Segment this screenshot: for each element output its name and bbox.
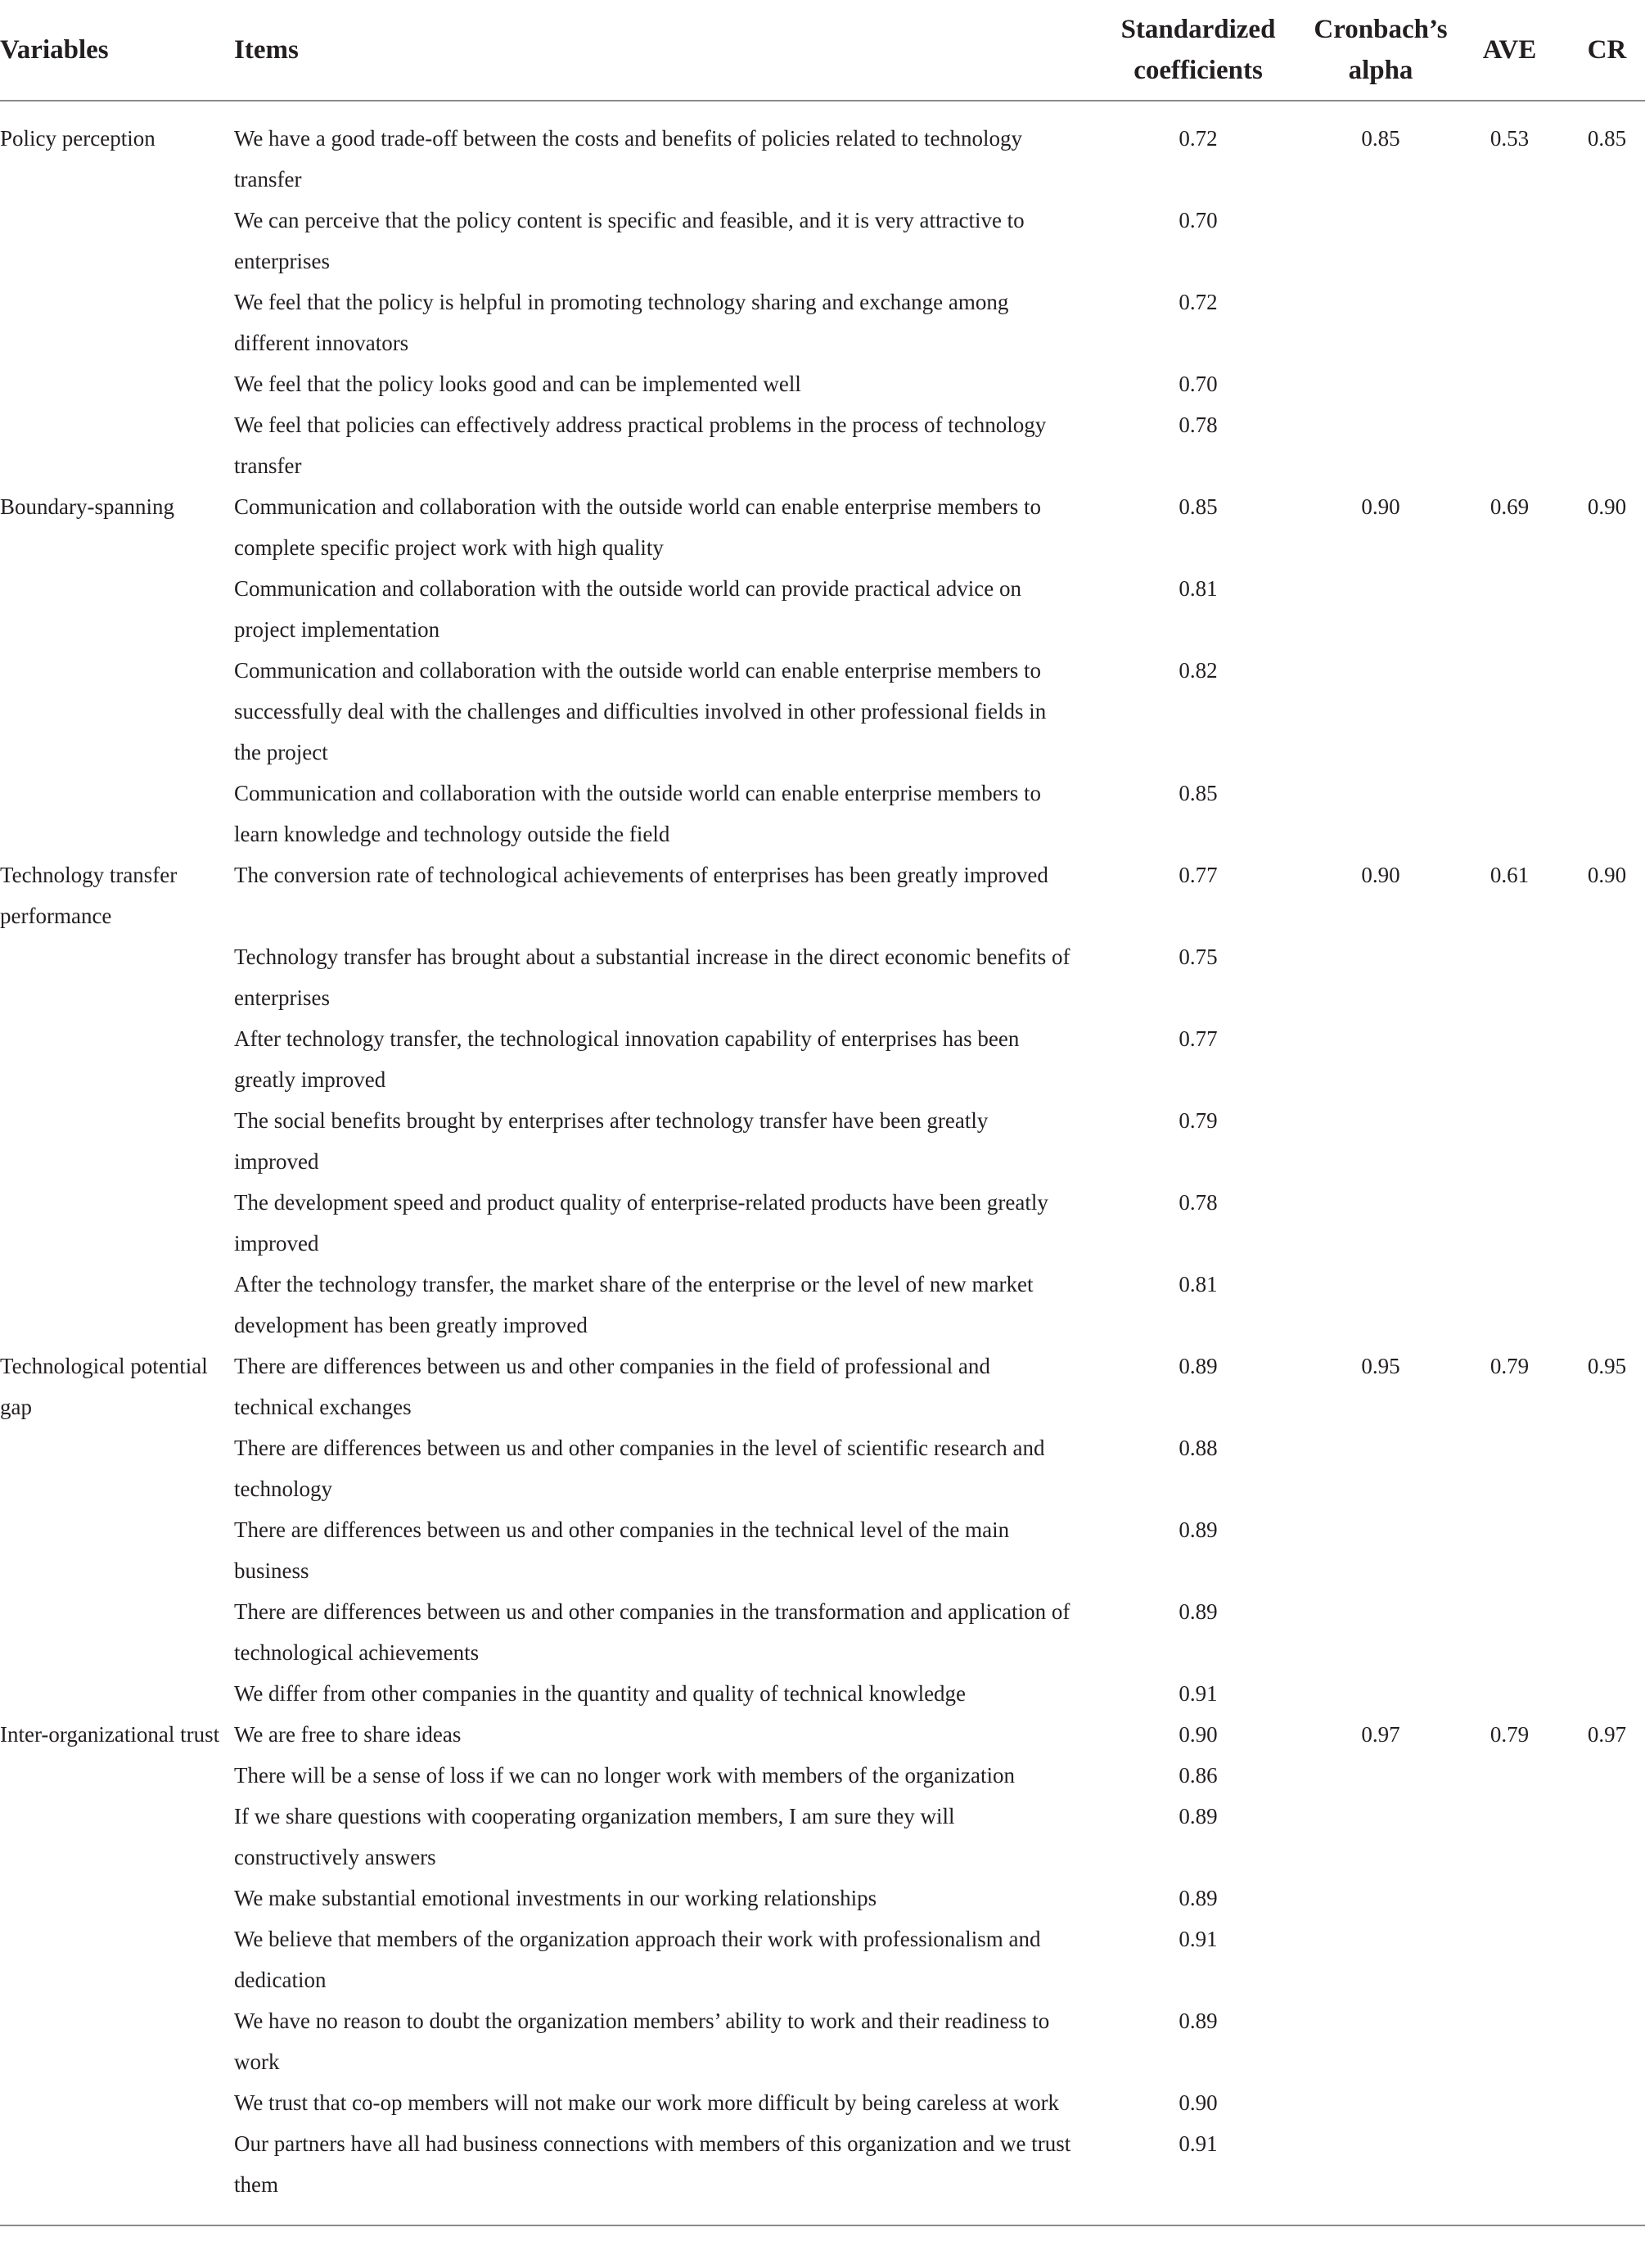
table-row: [0, 1264, 1645, 1346]
table-row: [0, 1714, 1645, 1755]
cr-cell: [1569, 773, 1645, 854]
item-text-cell: We feel that the policy is helpful in promoting technology sharing and exchange among different innovators: [234, 290, 1009, 355]
cronbachs-alpha-cell: [1311, 936, 1450, 1018]
ave-cell: [1450, 2000, 1569, 2082]
variable-cell: [0, 936, 234, 1018]
cronbachs-alpha-cell: [1311, 1018, 1450, 1100]
cr-cell: 0.85: [1587, 126, 1627, 151]
ave-cell: [1450, 1796, 1569, 1878]
cr-cell: [1569, 363, 1645, 404]
header-cronbachs-alpha: Cronbach’s alpha: [1311, 0, 1450, 101]
ave-cell: [1450, 650, 1569, 773]
cr-cell: [1569, 1100, 1645, 1182]
standardized-coefficient-cell: 0.81: [1179, 1272, 1218, 1296]
cr-cell: [1569, 1919, 1645, 2000]
cronbachs-alpha-cell: [1311, 1796, 1450, 1878]
variable-cell: [0, 363, 234, 404]
standardized-coefficient-cell: 0.86: [1179, 1763, 1218, 1788]
table-row: [0, 486, 1645, 568]
variable-cell: [0, 1100, 234, 1182]
standardized-coefficient-cell: 0.85: [1179, 494, 1218, 519]
ave-cell: [1450, 568, 1569, 650]
ave-cell: [1450, 1919, 1569, 2000]
ave-cell: [1450, 1878, 1569, 1919]
variable-cell: Inter-organizational trust: [0, 1722, 220, 1747]
variable-cell: [0, 1509, 234, 1591]
variable-cell: [0, 650, 234, 773]
table-row: [0, 1796, 1645, 1878]
table-bottom-rule: [0, 2225, 1645, 2226]
table-row: [0, 363, 1645, 404]
item-text-cell: Communication and collaboration with the outside world can enable enterprise members to successfully deal with the challenges and difficulties involved in other professional fields in the project: [234, 658, 1047, 764]
ave-cell: 0.69: [1490, 494, 1530, 519]
item-text-cell: We make substantial emotional investments in our working relationships: [234, 1886, 877, 1910]
ave-cell: [1450, 1182, 1569, 1264]
item-text-cell: After technology transfer, the technological innovation capability of enterprises has been greatly improved: [234, 1026, 1020, 1092]
cronbachs-alpha-cell: [1311, 1919, 1450, 2000]
item-text-cell: There will be a sense of loss if we can no longer work with members of the organization: [234, 1763, 1015, 1788]
variable-cell: [0, 1673, 234, 1714]
table-row: [0, 1182, 1645, 1264]
standardized-coefficient-cell: 0.89: [1179, 1886, 1218, 1910]
item-text-cell: There are differences between us and other companies in the field of professional and technical exchanges: [234, 1354, 990, 1419]
standardized-coefficient-cell: 0.81: [1179, 576, 1218, 601]
variable-cell: Technology transfer performance: [0, 863, 178, 928]
standardized-coefficient-cell: 0.89: [1179, 1599, 1218, 1624]
standardized-coefficient-cell: 0.70: [1179, 208, 1218, 232]
cronbachs-alpha-cell: [1311, 2082, 1450, 2123]
item-text-cell: We feel that the policy looks good and can be implemented well: [234, 372, 801, 396]
standardized-coefficient-cell: 0.91: [1179, 1681, 1218, 1706]
ave-cell: [1450, 363, 1569, 404]
ave-cell: [1450, 936, 1569, 1018]
header-cr: CR: [1569, 0, 1645, 101]
table-row: [0, 1427, 1645, 1509]
cronbachs-alpha-cell: [1311, 1673, 1450, 1714]
variable-cell: [0, 1919, 234, 2000]
item-text-cell: Communication and collaboration with the outside world can enable enterprise members to complete specific project work with high quality: [234, 494, 1041, 560]
ave-cell: [1450, 1427, 1569, 1509]
cr-cell: [1569, 568, 1645, 650]
table-row: [0, 1509, 1645, 1591]
cr-cell: [1569, 1427, 1645, 1509]
standardized-coefficient-cell: 0.89: [1179, 1804, 1218, 1828]
cr-cell: [1569, 1509, 1645, 1591]
item-text-cell: After the technology transfer, the market share of the enterprise or the level of new market development has been greatly improved: [234, 1272, 1034, 1337]
standardized-coefficient-cell: 0.88: [1179, 1436, 1218, 1460]
variable-cell: Boundary-spanning: [0, 494, 174, 519]
cronbachs-alpha-cell: [1311, 2000, 1450, 2082]
standardized-coefficient-cell: 0.77: [1179, 1026, 1218, 1051]
header-standardized-coefficients: Standardized coefficients: [1085, 0, 1311, 101]
cr-cell: [1569, 1755, 1645, 1796]
standardized-coefficient-cell: 0.89: [1179, 2009, 1218, 2033]
table-header: [0, 0, 1645, 101]
ave-cell: 0.53: [1490, 126, 1530, 151]
cr-cell: [1569, 2123, 1645, 2225]
item-text-cell: There are differences between us and other companies in the technical level of the main business: [234, 1517, 1010, 1583]
standardized-coefficient-cell: 0.79: [1179, 1108, 1218, 1133]
table-row: [0, 2082, 1645, 2123]
standardized-coefficient-cell: 0.70: [1179, 372, 1218, 396]
variable-cell: [0, 1755, 234, 1796]
cronbachs-alpha-cell: [1311, 404, 1450, 486]
item-text-cell: We have a good trade-off between the costs and benefits of policies related to technology transfer: [234, 126, 1022, 192]
table-row: [0, 1673, 1645, 1714]
cronbachs-alpha-cell: [1311, 1878, 1450, 1919]
ave-cell: [1450, 1100, 1569, 1182]
cr-cell: [1569, 1264, 1645, 1346]
variable-cell: Technological potential gap: [0, 1354, 208, 1419]
table-row: [0, 1919, 1645, 2000]
standardized-coefficient-cell: 0.72: [1179, 290, 1218, 314]
cr-cell: 0.90: [1587, 494, 1627, 519]
item-text-cell: There are differences between us and other companies in the level of scientific research and technology: [234, 1436, 1045, 1501]
cr-cell: [1569, 1591, 1645, 1673]
table-row: [0, 773, 1645, 854]
ave-cell: 0.61: [1490, 863, 1530, 887]
variable-cell: [0, 773, 234, 854]
cr-cell: [1569, 1182, 1645, 1264]
cronbachs-alpha-cell: 0.85: [1361, 126, 1400, 151]
item-text-cell: We have no reason to doubt the organization members’ ability to work and their readiness to work: [234, 2009, 1050, 2074]
cr-cell: [1569, 200, 1645, 282]
table-row: [0, 1591, 1645, 1673]
cronbachs-alpha-cell: [1311, 1100, 1450, 1182]
cr-cell: [1569, 2000, 1645, 2082]
variable-cell: [0, 404, 234, 486]
ave-cell: [1450, 2082, 1569, 2123]
variable-cell: [0, 1182, 234, 1264]
header-row: [0, 0, 1645, 101]
table-row: [0, 568, 1645, 650]
variable-cell: Policy perception: [0, 126, 155, 151]
item-text-cell: We believe that members of the organization approach their work with professionalism and dedication: [234, 1927, 1041, 1992]
variable-cell: [0, 1591, 234, 1673]
cronbachs-alpha-cell: [1311, 1264, 1450, 1346]
standardized-coefficient-cell: 0.75: [1179, 945, 1218, 969]
table-row: [0, 200, 1645, 282]
variable-cell: [0, 1264, 234, 1346]
standardized-coefficient-cell: 0.82: [1179, 658, 1218, 683]
cr-cell: [1569, 1018, 1645, 1100]
table-row: [0, 854, 1645, 936]
table-row: [0, 1018, 1645, 1100]
cr-cell: [1569, 1673, 1645, 1714]
cronbachs-alpha-cell: [1311, 1755, 1450, 1796]
variable-cell: [0, 2000, 234, 2082]
item-text-cell: The conversion rate of technological achievements of enterprises has been greatly improved: [234, 863, 1048, 887]
standardized-coefficient-cell: 0.85: [1179, 781, 1218, 805]
cronbachs-alpha-cell: [1311, 1509, 1450, 1591]
cronbachs-alpha-cell: [1311, 282, 1450, 363]
ave-cell: [1450, 1673, 1569, 1714]
variable-cell: [0, 1427, 234, 1509]
cronbachs-alpha-cell: 0.97: [1361, 1722, 1400, 1747]
variable-cell: [0, 568, 234, 650]
item-text-cell: We trust that co-op members will not make our work more difficult by being careless at work: [234, 2090, 1060, 2115]
cronbachs-alpha-cell: [1311, 1427, 1450, 1509]
item-text-cell: The social benefits brought by enterprises after technology transfer have been greatly improved: [234, 1108, 989, 1174]
table-row: [0, 650, 1645, 773]
ave-cell: [1450, 1018, 1569, 1100]
ave-cell: [1450, 1755, 1569, 1796]
item-text-cell: Our partners have all had business connections with members of this organization and we trust them: [234, 2131, 1071, 2197]
item-text-cell: We are free to share ideas: [234, 1722, 462, 1747]
table-row: [0, 2123, 1645, 2225]
standardized-coefficient-cell: 0.89: [1179, 1517, 1218, 1542]
header-items: Items: [234, 0, 1085, 101]
cr-cell: [1569, 1796, 1645, 1878]
cronbachs-alpha-cell: [1311, 568, 1450, 650]
cronbachs-alpha-cell: [1311, 1182, 1450, 1264]
ave-cell: [1450, 2123, 1569, 2225]
table-row: [0, 1878, 1645, 1919]
ave-cell: 0.79: [1490, 1722, 1530, 1747]
variable-cell: [0, 2082, 234, 2123]
cr-cell: [1569, 282, 1645, 363]
standardized-coefficient-cell: 0.72: [1179, 126, 1218, 151]
cr-cell: 0.95: [1587, 1354, 1627, 1378]
cronbachs-alpha-cell: [1311, 2123, 1450, 2225]
table-row: [0, 404, 1645, 486]
ave-cell: [1450, 1509, 1569, 1591]
standardized-coefficient-cell: 0.90: [1179, 1722, 1218, 1747]
standardized-coefficient-cell: 0.78: [1179, 413, 1218, 437]
cronbachs-alpha-cell: [1311, 1591, 1450, 1673]
variable-cell: [0, 2123, 234, 2225]
ave-cell: [1450, 282, 1569, 363]
cronbachs-alpha-cell: 0.90: [1361, 863, 1400, 887]
variable-cell: [0, 1018, 234, 1100]
variable-cell: [0, 1878, 234, 1919]
cr-cell: [1569, 650, 1645, 773]
ave-cell: 0.79: [1490, 1354, 1530, 1378]
item-text-cell: There are differences between us and other companies in the transformation and application of technological achievements: [234, 1599, 1070, 1665]
cronbachs-alpha-cell: 0.90: [1361, 494, 1400, 519]
ave-cell: [1450, 1591, 1569, 1673]
table-body: [0, 101, 1645, 2225]
header-variables: Variables: [0, 0, 234, 101]
standardized-coefficient-cell: 0.90: [1179, 2090, 1218, 2115]
ave-cell: [1450, 773, 1569, 854]
cr-cell: [1569, 1878, 1645, 1919]
item-text-cell: Communication and collaboration with the outside world can enable enterprise members to learn knowledge and technology outside the field: [234, 781, 1041, 846]
item-text-cell: We can perceive that the policy content is specific and feasible, and it is very attractive to enterprises: [234, 208, 1025, 273]
table-row: [0, 936, 1645, 1018]
item-text-cell: Communication and collaboration with the outside world can provide practical advice on project implementation: [234, 576, 1021, 642]
table-row: [0, 1755, 1645, 1796]
item-text-cell: If we share questions with cooperating organization members, I am sure they will constructively answers: [234, 1804, 955, 1869]
ave-cell: [1450, 1264, 1569, 1346]
cronbachs-alpha-cell: [1311, 650, 1450, 773]
variable-cell: [0, 200, 234, 282]
table-row: [0, 1100, 1645, 1182]
table-row: [0, 2000, 1645, 2082]
cronbachs-alpha-cell: 0.95: [1361, 1354, 1400, 1378]
item-text-cell: We feel that policies can effectively address practical problems in the process of technology transfer: [234, 413, 1047, 478]
standardized-coefficient-cell: 0.91: [1179, 1927, 1218, 1951]
cr-cell: 0.97: [1587, 1722, 1627, 1747]
standardized-coefficient-cell: 0.78: [1179, 1190, 1218, 1215]
cronbachs-alpha-cell: [1311, 363, 1450, 404]
item-text-cell: Technology transfer has brought about a substantial increase in the direct economic benefits of enterprises: [234, 945, 1070, 1010]
standardized-coefficient-cell: 0.77: [1179, 863, 1218, 887]
cronbachs-alpha-cell: [1311, 773, 1450, 854]
cr-cell: [1569, 2082, 1645, 2123]
table-row: [0, 101, 1645, 200]
cr-cell: [1569, 404, 1645, 486]
ave-cell: [1450, 200, 1569, 282]
table-row: [0, 1346, 1645, 1427]
standardized-coefficient-cell: 0.89: [1179, 1354, 1218, 1378]
item-text-cell: The development speed and product quality of enterprise-related products have been greatly improved: [234, 1190, 1048, 1256]
standardized-coefficient-cell: 0.91: [1179, 2131, 1218, 2156]
table-row: [0, 282, 1645, 363]
variable-cell: [0, 1796, 234, 1878]
cronbachs-alpha-cell: [1311, 200, 1450, 282]
variable-cell: [0, 282, 234, 363]
cr-cell: [1569, 936, 1645, 1018]
cr-cell: 0.90: [1587, 863, 1627, 887]
header-ave: AVE: [1450, 0, 1569, 101]
item-text-cell: We differ from other companies in the quantity and quality of technical knowledge: [234, 1681, 967, 1706]
ave-cell: [1450, 404, 1569, 486]
